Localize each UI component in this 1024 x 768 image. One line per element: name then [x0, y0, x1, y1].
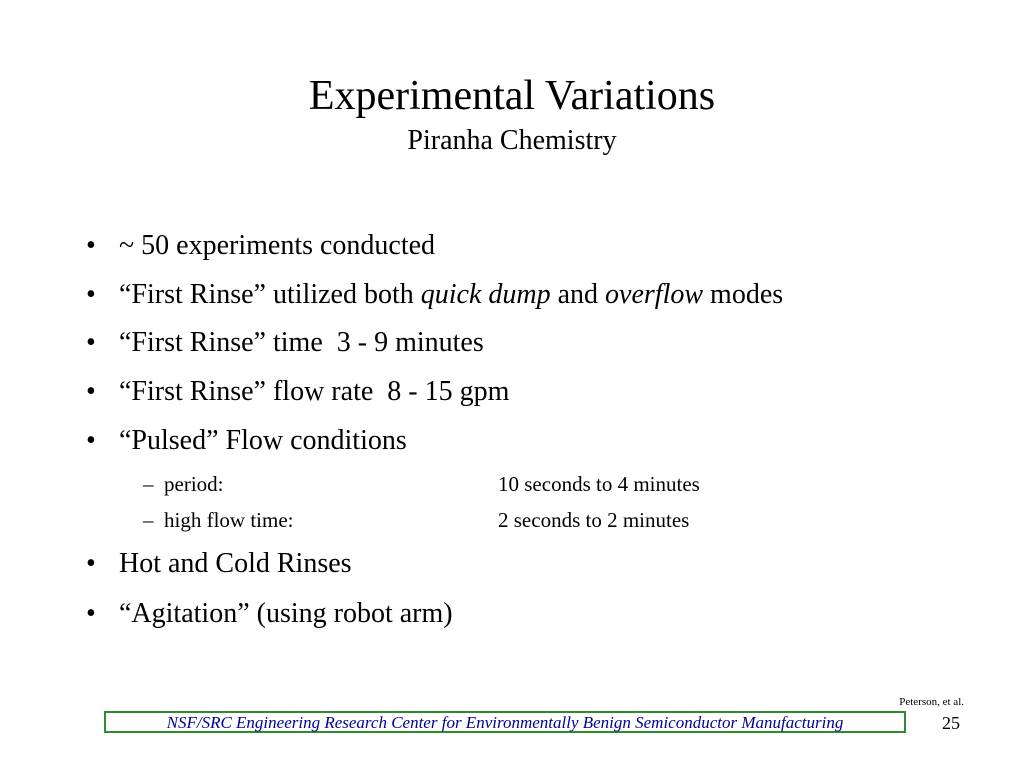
bullet-icon: •: [86, 425, 96, 456]
slide-subtitle: Piranha Chemistry: [407, 125, 617, 156]
bullet-text: Hot and Cold Rinses: [119, 548, 352, 579]
footer-banner: NSF/SRC Engineering Research Center for Environmentally Benign Semiconductor Manufacturing: [104, 711, 906, 733]
bullet-icon: •: [86, 279, 96, 310]
author-credit: Peterson, et al.: [899, 696, 964, 708]
bullet-text-part: “First Rinse” utilized both: [119, 279, 421, 310]
page-number: 25: [942, 713, 960, 733]
bullet-icon: •: [86, 327, 96, 358]
bullet-text-part: modes: [703, 279, 784, 310]
bullet-icon: •: [86, 230, 96, 261]
sub-bullet-label: high flow time:: [164, 508, 294, 532]
bullet-text: [119, 278, 783, 312]
bullet-icon: •: [86, 598, 96, 629]
bullet-text-emphasis: quick dump: [420, 279, 551, 310]
slide-title: Experimental Variations: [308, 73, 716, 119]
bullet-text-emphasis: overflow: [605, 279, 704, 310]
bullet-text: “First Rinse” time 3 - 9 minutes: [119, 327, 484, 358]
bullet-icon: •: [86, 548, 96, 579]
dash-icon: –: [143, 508, 154, 532]
sub-bullet-label: period:: [164, 472, 224, 496]
bullet-text-part: and: [550, 279, 606, 310]
bullet-text: ~ 50 experiments conducted: [119, 230, 436, 261]
bullet-icon: •: [86, 376, 96, 407]
sub-bullet-value: 10 seconds to 4 minutes: [498, 472, 700, 496]
bullet-text: “Agitation” (using robot arm): [119, 598, 453, 629]
sub-bullet-value: 2 seconds to 2 minutes: [498, 508, 690, 532]
bullet-text: “Pulsed” Flow conditions: [119, 425, 407, 456]
dash-icon: –: [143, 472, 154, 496]
bullet-text: “First Rinse” flow rate 8 - 15 gpm: [119, 376, 510, 407]
